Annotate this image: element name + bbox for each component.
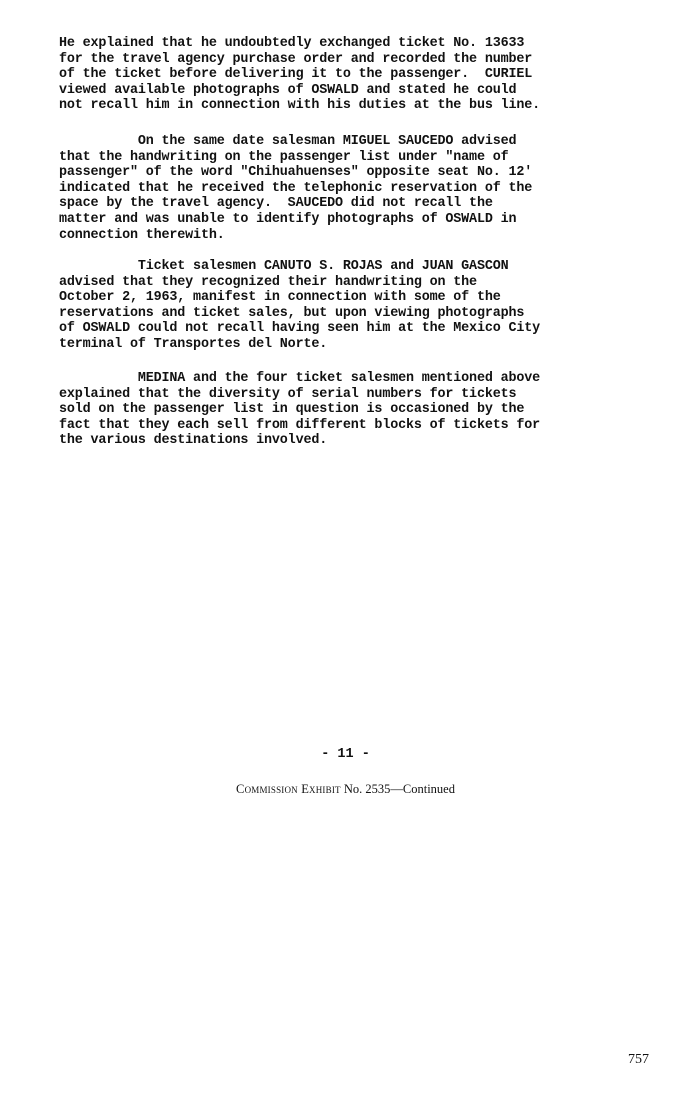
text-line: not recall him in connection with his duties at the bus line. [59,98,541,114]
text-line: that the handwriting on the passenger list under "name of [59,149,509,165]
text-line: passenger" of the word "Chihuahuenses" opposite seat No. 12' [59,165,533,181]
text-line: He explained that he undoubtedly exchanged ticket No. 13633 [59,36,525,51]
text-line: the various destinations involved. [59,433,328,449]
folio-number: 757 [628,1052,649,1067]
text-line: explained that the diversity of serial numbers for tickets [59,386,517,402]
text-line: of the ticket before delivering it to the passenger. CURIEL [59,67,533,83]
text-line: reservations and ticket sales, but upon viewing photographs [59,305,525,321]
text-line: MEDINA and the four ticket salesmen mentioned above [59,371,541,386]
exhibit-caption-number: No. 2535—Continued [343,782,455,796]
text-line: Ticket salesmen CANUTO S. ROJAS and JUAN GASCON [59,259,509,274]
paragraph-medina [59,371,634,449]
text-line: October 2, 1963, manifest in connection with some of the [59,290,501,306]
page-number: - 11 - [321,747,370,762]
text-line: connection therewith. [59,227,225,243]
paragraph-rojas-gascon [59,259,634,353]
text-line: sold on the passenger list in question is occasioned by the [59,402,525,418]
text-line: On the same date salesman MIGUEL SAUCEDO advised [59,134,517,149]
text-line: matter and was unable to identify photographs of OSWALD in [59,211,517,227]
text-line: indicated that he received the telephonic reservation of the [59,180,533,196]
exhibit-caption [0,782,691,797]
text-line: fact that they each sell from different blocks of tickets for [59,417,541,433]
text-line: viewed available photographs of OSWALD and stated he could [59,82,517,98]
paragraph-saucedo [59,134,634,243]
text-line: terminal of Transportes del Norte. [59,336,328,352]
text-line: of OSWALD could not recall having seen him at the Mexico City [59,321,541,337]
exhibit-caption-label: Commission Exhibit [236,782,341,796]
text-line: advised that they recognized their handwriting on the [59,274,477,290]
text-line: space by the travel agency. SAUCEDO did not recall the [59,196,493,212]
paragraph-curiel [59,36,634,114]
text-line: for the travel agency purchase order and recorded the number [59,51,533,67]
